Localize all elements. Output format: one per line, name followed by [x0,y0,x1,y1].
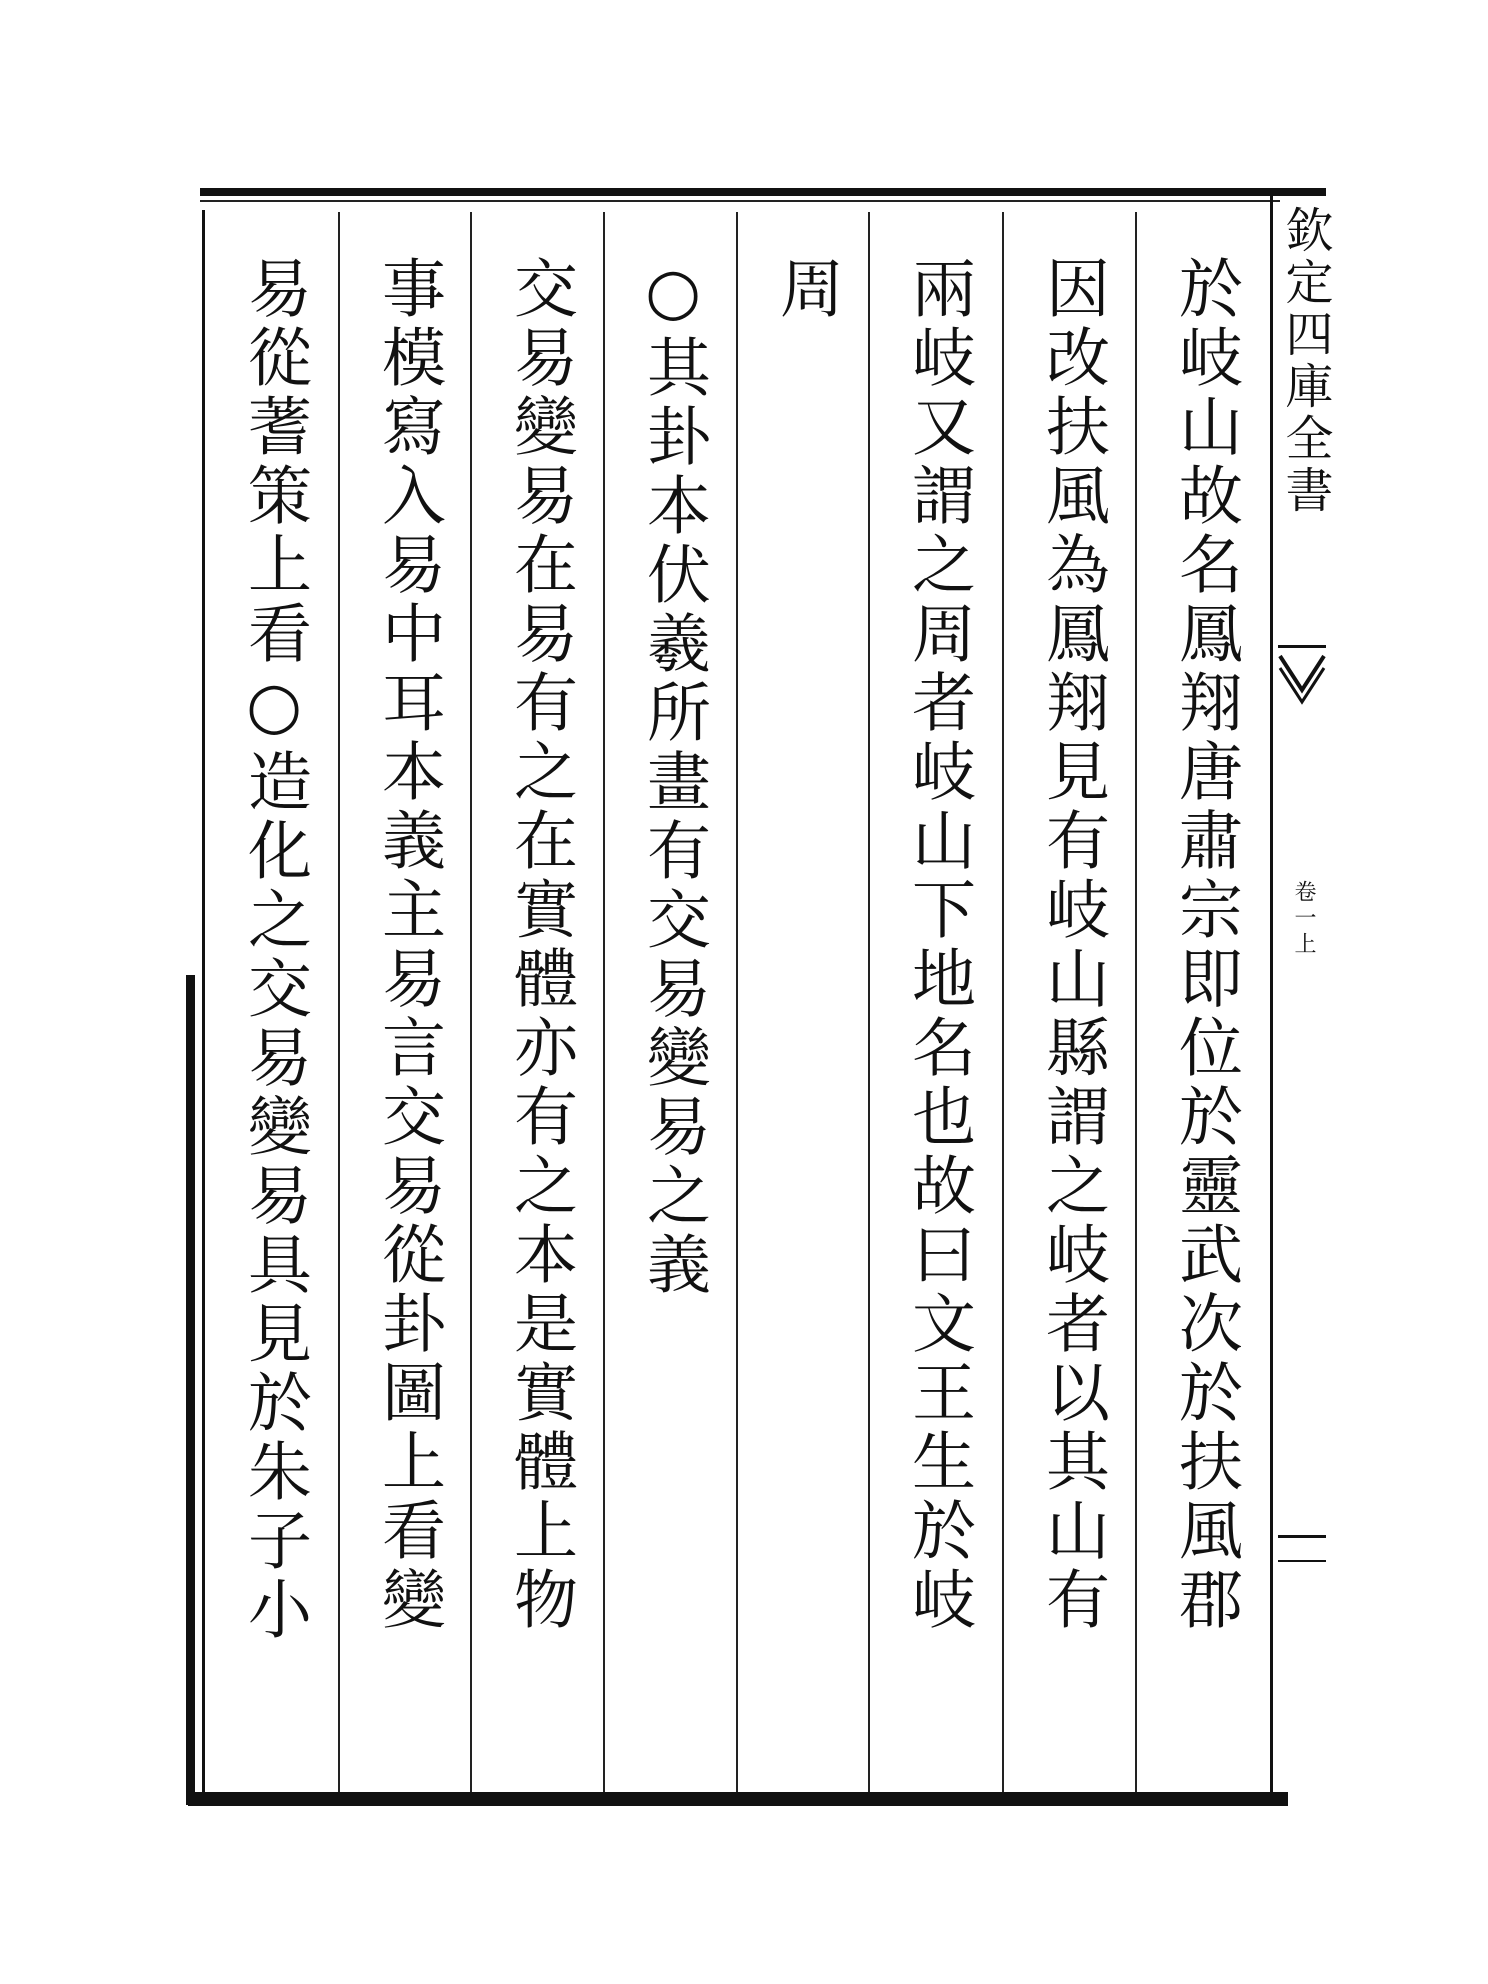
text-column-1: 於岐山故名鳳翔唐肅宗即位於靈武次於扶風郡 [1168,255,1242,1635]
text-column-5: ○其卦本伏羲所畫有交易變易之義 [636,255,710,1300]
column-rule [868,212,870,1792]
fish-tail-rule-lower [1278,1535,1326,1538]
frame-left-border [202,210,205,1800]
frame-bottom-border [188,1792,1288,1806]
frame-left-thick-border [186,975,195,1805]
frame-top-inner-rule [200,200,1280,202]
margin-volume-number: 卷一上 [1291,880,1316,958]
text-column-6: 交易變易在易有之在實體亦有之本是實體上物 [503,255,577,1635]
frame-top-border [200,188,1326,196]
margin-book-title: 欽定四庫全書 [1277,205,1333,517]
column-rule [1002,212,1004,1792]
text-column-4: 周 [769,255,843,324]
fish-tail-rule [1278,645,1326,648]
frame-right-border [1270,196,1273,1796]
text-column-3: 兩岐又謂之周者岐山下地名也故曰文王生於岐 [901,255,975,1635]
column-rule [736,212,738,1792]
text-column-2: 因改扶風為鳳翔見有岐山縣謂之岐者以其山有 [1035,255,1109,1635]
column-rule [470,212,472,1792]
column-rule [603,212,605,1792]
column-rule [1135,212,1137,1792]
fish-tail-rule-lower-thin [1278,1560,1326,1562]
column-rule [338,212,340,1792]
text-column-8: 易從蓍策上看○造化之交易變易具見於朱子小 [237,255,311,1645]
fish-tail-icon [1278,650,1326,720]
text-column-7: 事模寫入易中耳本義主易言交易從卦圖上看變 [371,255,445,1635]
